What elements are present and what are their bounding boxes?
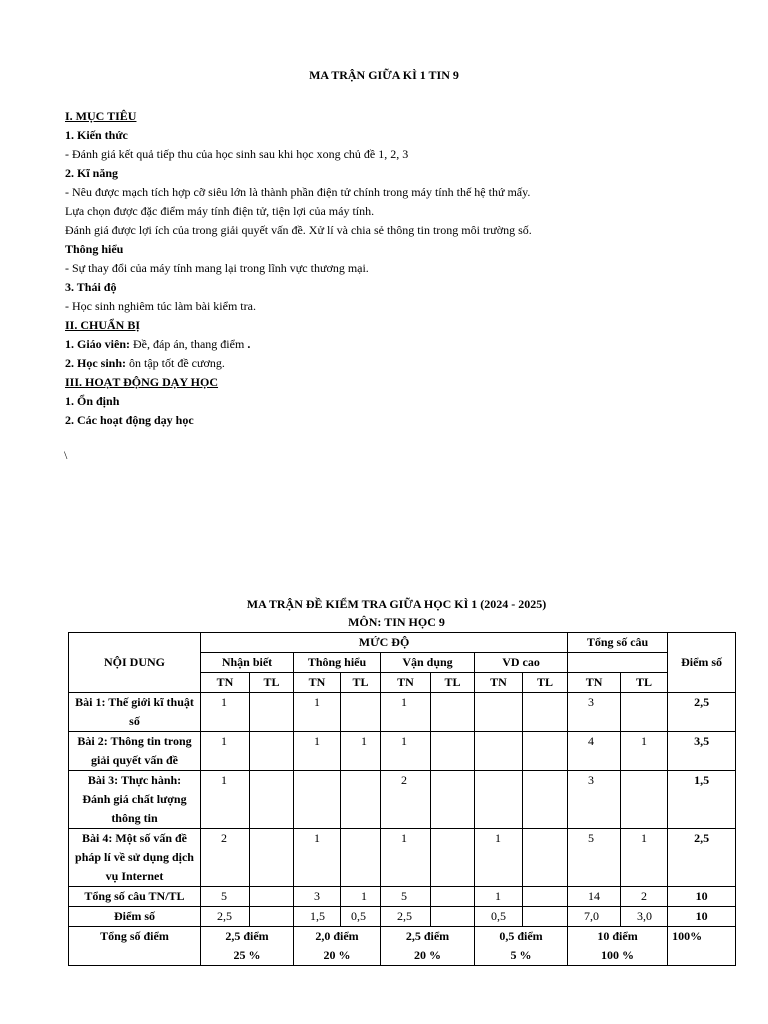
table-cell	[523, 771, 568, 829]
subheading-on-dinh: 1. Ổn định	[65, 394, 120, 408]
table-cell	[431, 907, 475, 927]
matrix-table	[68, 632, 736, 966]
section-heading-chuan-bi: II. CHUẨN BỊ	[65, 318, 141, 332]
header-tong-so-cau: Tổng số câu	[568, 633, 668, 653]
header-noi-dung: NỘI DUNG	[69, 633, 201, 693]
table-cell	[523, 693, 568, 732]
total-vd-cao-diem: 0,5 điểm	[499, 929, 543, 943]
header-vd-cao: VD cao	[475, 653, 568, 673]
text-line-hoc-sinh	[65, 354, 745, 373]
text-line: - Nêu được mạch tích hợp cỡ siêu lớn là thành phần điện tử chính trong máy tính thế hệ thứ mấy.	[65, 185, 531, 199]
table-cell: 1	[341, 732, 381, 771]
table-cell	[523, 887, 568, 907]
row-label: Bài 4: Một số vấn đề pháp lí về sử dụng dịch vụ Internet	[69, 829, 201, 887]
total-vd-cao-percent: 5 %	[510, 948, 532, 962]
table-row-tong-so-diem	[69, 927, 736, 966]
table-header-row	[69, 633, 736, 653]
total-thong-hieu	[294, 927, 381, 966]
table-cell	[431, 693, 475, 732]
table-cell	[294, 771, 341, 829]
table-cell: 1	[381, 693, 431, 732]
table-cell: 1	[381, 829, 431, 887]
table-row	[69, 771, 736, 829]
table-cell: 1	[294, 732, 341, 771]
table-cell-diem: 1,5	[668, 771, 736, 829]
label-hoc-sinh: 2. Học sinh:	[65, 356, 127, 370]
table-row	[69, 829, 736, 887]
text-line: - Học sinh nghiêm túc làm bài kiểm tra.	[65, 299, 256, 313]
total-nhan-biet-diem: 2,5 điểm	[225, 929, 269, 943]
table-cell-diem: 2,5	[668, 829, 736, 887]
table-row-diem-so	[69, 907, 736, 927]
table-title-line2: MÔN: TIN HỌC 9	[348, 615, 445, 629]
table-cell-diem: 2,5	[668, 693, 736, 732]
table-cell	[250, 693, 294, 732]
text-giao-vien-end: .	[247, 337, 251, 351]
table-cell: 14	[568, 887, 621, 907]
table-cell-diem: 3,5	[668, 732, 736, 771]
table-cell: 1	[201, 732, 250, 771]
table-cell	[341, 771, 381, 829]
text-line: - Sự thay đổi của máy tính mang lại trong lĩnh vực thương mại.	[65, 261, 369, 275]
table-cell: 1	[621, 732, 668, 771]
table-cell: 0,5	[475, 907, 523, 927]
table-cell: 3	[568, 693, 621, 732]
table-cell: 7,0	[568, 907, 621, 927]
total-percent: 100%	[668, 927, 736, 966]
total-nhan-biet	[201, 927, 294, 966]
table-row	[69, 693, 736, 732]
label-giao-vien: 1. Giáo viên:	[65, 337, 130, 351]
header-tl: TL	[431, 673, 475, 693]
table-cell	[250, 887, 294, 907]
table-cell: 1	[475, 829, 523, 887]
header-tl: TL	[250, 673, 294, 693]
table-title	[0, 595, 768, 631]
text-line: Lựa chọn được đặc điểm máy tính điện tử, tiện lợi của máy tính.	[65, 204, 375, 218]
document-body	[65, 107, 745, 430]
table-cell	[431, 887, 475, 907]
table-cell: 1	[621, 829, 668, 887]
table-cell: 2,5	[381, 907, 431, 927]
table-cell: 5	[201, 887, 250, 907]
header-tn: TN	[568, 673, 621, 693]
total-thong-hieu-percent: 20 %	[323, 948, 351, 962]
table-cell: 1	[294, 693, 341, 732]
header-thong-hieu: Thông hiểu	[294, 653, 381, 673]
table-cell: 2,5	[201, 907, 250, 927]
table-cell	[523, 829, 568, 887]
table-cell	[250, 829, 294, 887]
page-title: MA TRẬN GIỮA KÌ 1 TIN 9	[309, 68, 459, 82]
total-van-dung-percent: 20 %	[414, 948, 441, 962]
total-tong	[568, 927, 668, 966]
table-cell: 4	[568, 732, 621, 771]
section-heading-hoat-dong: III. HOẠT ĐỘNG DẠY HỌC	[65, 375, 219, 389]
text-line: - Đánh giá kết quả tiếp thu của học sinh sau khi học xong chủ đề 1, 2, 3	[65, 147, 409, 161]
total-vd-cao	[475, 927, 568, 966]
total-thong-hieu-diem: 2,0 điểm	[315, 929, 359, 943]
row-label: Bài 1: Thế giới kĩ thuật số	[69, 693, 201, 732]
table-cell: 2	[201, 829, 250, 887]
table-row-tong-so-cau	[69, 887, 736, 907]
table-cell: 1	[294, 829, 341, 887]
header-muc-do: MỨC ĐỘ	[201, 633, 568, 653]
table-title-line1: MA TRẬN ĐỀ KIỂM TRA GIỮA HỌC KÌ 1 (2024 - 2025)	[246, 597, 547, 611]
section-heading-muc-tieu: I. MỤC TIÊU	[65, 109, 137, 123]
header-tn: TN	[475, 673, 523, 693]
table-cell: 0,5	[341, 907, 381, 927]
table-cell: 2	[381, 771, 431, 829]
table-cell: 1	[201, 693, 250, 732]
table-cell	[250, 771, 294, 829]
text-hoc-sinh: ôn tập tốt đề cương.	[126, 356, 225, 370]
subheading-cac-hoat-dong: 2. Các hoạt động dạy học	[65, 413, 194, 427]
table-cell	[621, 693, 668, 732]
table-cell	[431, 732, 475, 771]
total-van-dung	[381, 927, 475, 966]
table-row	[69, 732, 736, 771]
table-cell	[341, 693, 381, 732]
table-cell: 1	[201, 771, 250, 829]
table-cell: 3	[568, 771, 621, 829]
table-cell: 1	[475, 887, 523, 907]
table-cell	[621, 771, 668, 829]
header-diem-so: Điểm số	[668, 633, 736, 693]
backslash-text: \	[64, 448, 68, 462]
header-nhan-biet: Nhận biết	[201, 653, 294, 673]
table-cell-diem: 10	[668, 887, 736, 907]
table-cell: 3	[294, 887, 341, 907]
text-line-giao-vien	[65, 335, 745, 354]
total-van-dung-diem: 2,5 điểm	[405, 929, 450, 943]
table-cell	[523, 907, 568, 927]
header-tn: TN	[201, 673, 250, 693]
header-tn: TN	[294, 673, 341, 693]
total-tong-diem: 10 điểm	[597, 929, 638, 943]
table-cell	[431, 829, 475, 887]
header-empty	[568, 653, 668, 673]
total-tong-percent: 100 %	[601, 948, 635, 962]
table-cell	[250, 732, 294, 771]
text-line: Đánh giá được lợi ích của trong giải quyết vấn đề. Xử lí và chia sẻ thông tin trong môi trường số.	[65, 223, 532, 237]
table-cell	[475, 693, 523, 732]
header-tl: TL	[523, 673, 568, 693]
row-label: Bài 3: Thực hành: Đánh giá chất lượng thông tin	[69, 771, 201, 829]
table-cell: 2	[621, 887, 668, 907]
row-label: Điểm số	[69, 907, 201, 927]
table-cell	[250, 907, 294, 927]
table-cell	[523, 732, 568, 771]
table-cell: 1,5	[294, 907, 341, 927]
total-nhan-biet-percent: 25 %	[233, 948, 261, 962]
header-tn: TN	[381, 673, 431, 693]
header-van-dung: Vận dụng	[381, 653, 475, 673]
subheading-thong-hieu: Thông hiểu	[65, 242, 124, 256]
text-giao-vien: Đề, đáp án, thang điểm	[130, 337, 248, 351]
header-tl: TL	[621, 673, 668, 693]
table-cell: 3,0	[621, 907, 668, 927]
table-cell-diem: 10	[668, 907, 736, 927]
subheading-kien-thuc: 1. Kiến thức	[65, 128, 128, 142]
table-cell	[341, 829, 381, 887]
header-tl: TL	[341, 673, 381, 693]
row-label: Bài 2: Thông tin trong giải quyết vấn đề	[69, 732, 201, 771]
subheading-ki-nang: 2. Kĩ năng	[65, 166, 119, 180]
table-cell: 1	[341, 887, 381, 907]
table-cell	[475, 771, 523, 829]
table-cell: 5	[381, 887, 431, 907]
table-cell: 1	[381, 732, 431, 771]
table-cell	[475, 732, 523, 771]
table-cell: 5	[568, 829, 621, 887]
row-label: Tổng số điểm	[69, 927, 201, 966]
row-label: Tổng số câu TN/TL	[69, 887, 201, 907]
subheading-thai-do: 3. Thái độ	[65, 280, 117, 294]
table-cell	[431, 771, 475, 829]
